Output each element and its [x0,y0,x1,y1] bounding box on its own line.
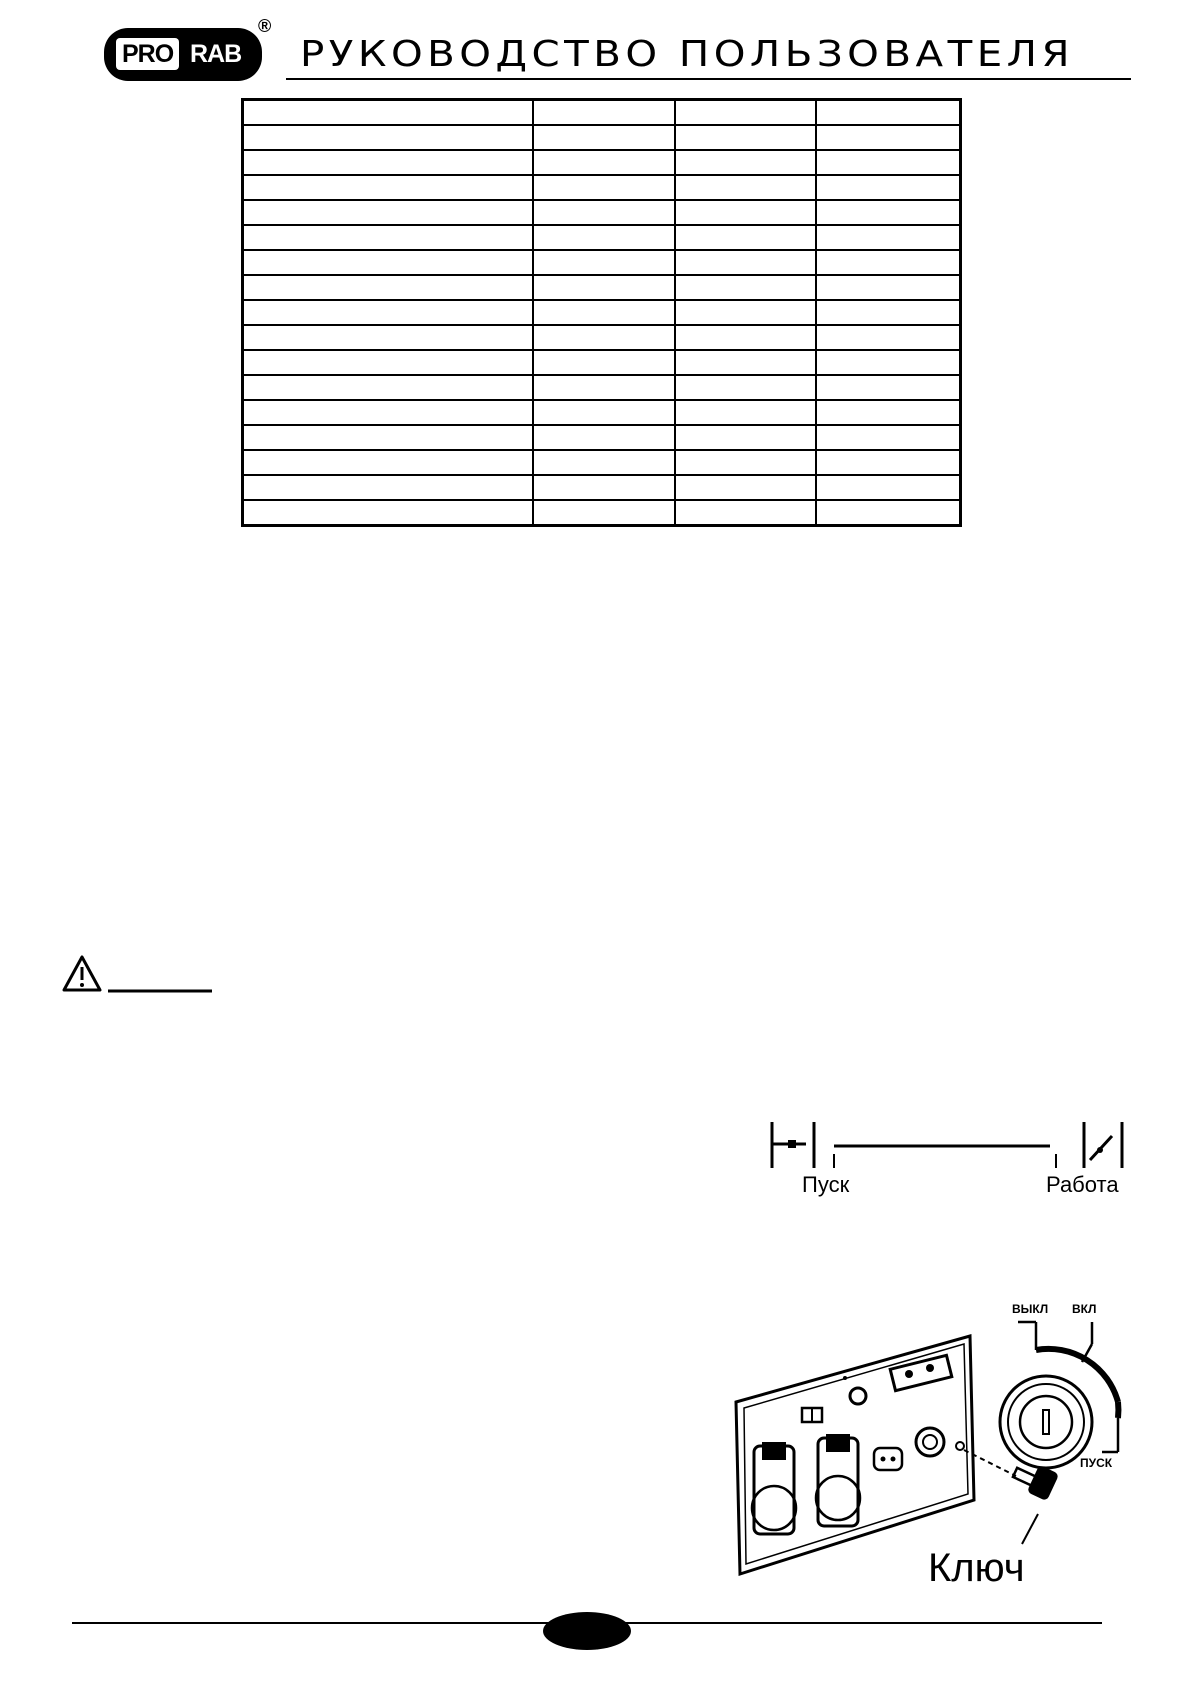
table-cell [816,500,960,526]
logo-rab-text: RAB [190,40,242,68]
table-row [243,150,961,175]
table-cell [675,500,816,526]
table-cell [243,100,534,126]
spec-table-body [243,100,961,526]
table-cell [675,350,816,375]
table-cell [533,475,674,500]
table-cell [816,325,960,350]
table-cell [816,300,960,325]
table-cell [243,275,534,300]
table-cell [675,300,816,325]
table-cell [533,275,674,300]
table-cell [243,475,534,500]
table-cell [675,400,816,425]
table-cell [816,250,960,275]
table-cell [533,225,674,250]
table-cell [533,100,674,126]
table-row [243,300,961,325]
ignition-on-label: ВКЛ [1072,1302,1097,1316]
table-cell [243,200,534,225]
registered-mark: ® [258,16,272,36]
table-cell [533,150,674,175]
key-label: Ключ [928,1546,1025,1590]
table-cell [816,450,960,475]
table-cell [533,250,674,275]
table-cell [816,425,960,450]
table-row [243,200,961,225]
table-cell [533,400,674,425]
page-title: РУКОВОДСТВО ПОЛЬЗОВАТЕЛЯ [300,34,1074,75]
table-cell [675,100,816,126]
switch-run-label: Работа [1046,1172,1119,1197]
table-cell [675,200,816,225]
table-cell [816,350,960,375]
table-cell [533,350,674,375]
table-cell [243,500,534,526]
table-row [243,175,961,200]
table-row [243,475,961,500]
table-cell [533,375,674,400]
table-cell [675,375,816,400]
table-cell [533,175,674,200]
table-cell [816,175,960,200]
table-row [243,125,961,150]
table-row [243,350,961,375]
table-cell [816,225,960,250]
table-cell [816,400,960,425]
header-divider [286,78,1131,80]
table-cell [533,500,674,526]
table-row [243,100,961,126]
table-cell [243,450,534,475]
table-cell [675,175,816,200]
table-cell [243,175,534,200]
spec-table [241,98,962,527]
table-cell [243,125,534,150]
table-cell [675,425,816,450]
table-cell [675,250,816,275]
table-cell [533,425,674,450]
table-row [243,400,961,425]
table-cell [243,425,534,450]
table-cell [533,450,674,475]
table-cell [243,325,534,350]
table-cell [816,475,960,500]
table-row [243,500,961,526]
table-cell [533,125,674,150]
table-cell [675,275,816,300]
table-row [243,250,961,275]
table-cell [816,200,960,225]
prorab-logo [104,28,262,81]
table-row [243,325,961,350]
table-cell [243,250,534,275]
table-cell [675,150,816,175]
table-cell [243,375,534,400]
table-cell [816,375,960,400]
table-cell [243,300,534,325]
table-cell [675,325,816,350]
table-cell [675,475,816,500]
logo-pro-text: PRO [116,38,179,70]
ignition-start-label: ПУСК [1080,1456,1113,1470]
table-row [243,225,961,250]
table-cell [816,150,960,175]
page-number-oval [543,1612,631,1650]
table-cell [816,125,960,150]
table-cell [675,450,816,475]
table-cell [816,275,960,300]
table-row [243,425,961,450]
switch-start-label: Пуск [802,1172,850,1197]
table-row [243,275,961,300]
table-row [243,375,961,400]
table-cell [533,300,674,325]
table-cell [243,350,534,375]
table-cell [243,150,534,175]
table-cell [243,225,534,250]
table-cell [816,100,960,126]
table-cell [243,400,534,425]
warning-icon [62,954,218,996]
ignition-off-label: ВЫКЛ [1012,1302,1049,1316]
table-cell [533,200,674,225]
table-cell [533,325,674,350]
table-cell [675,225,816,250]
table-cell [675,125,816,150]
table-row [243,450,961,475]
